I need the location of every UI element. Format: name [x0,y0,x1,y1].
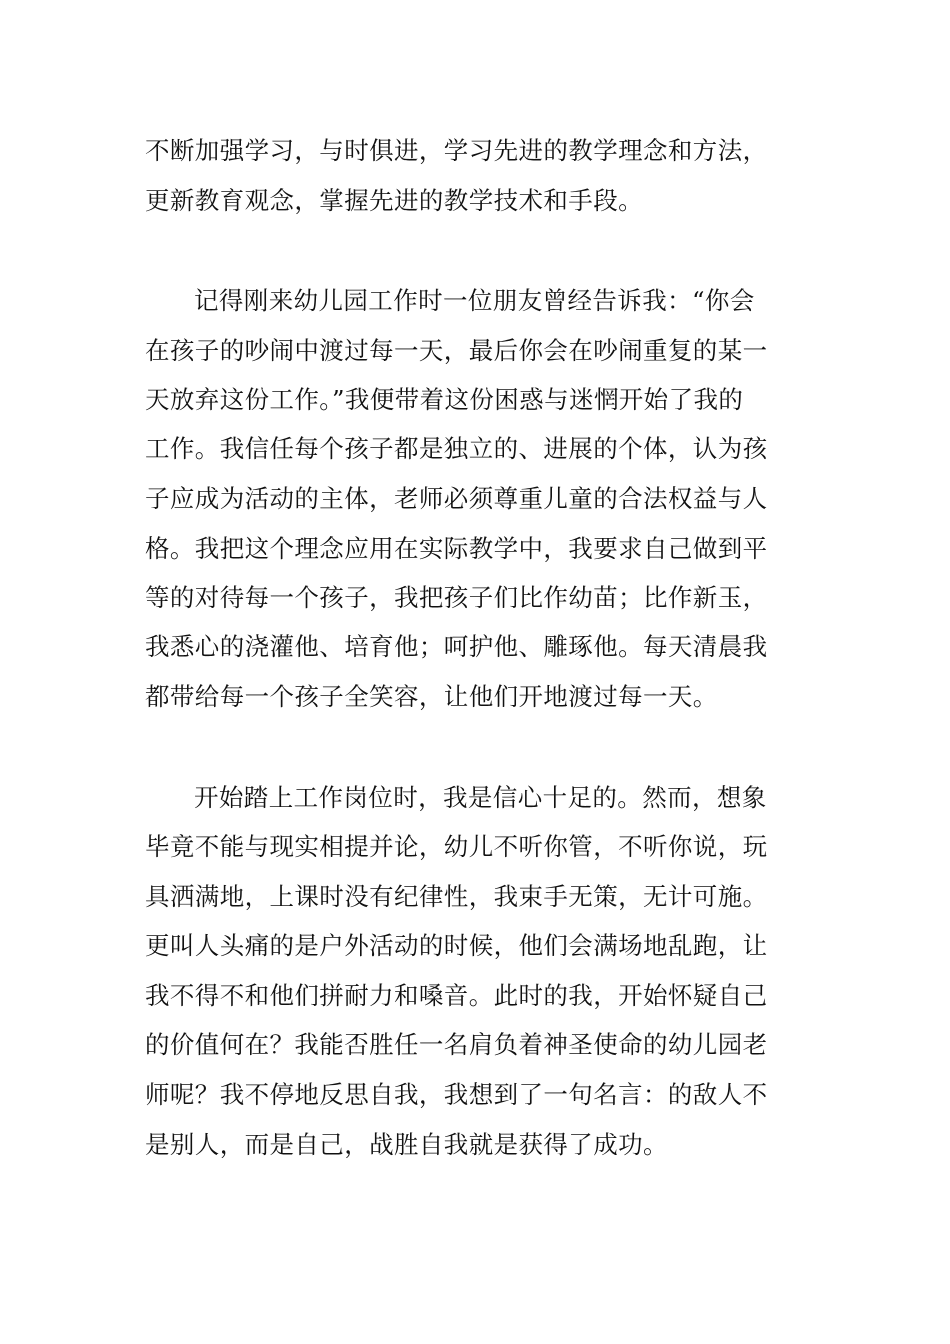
paragraph-2-line-1: 记得刚来幼儿园工作时一位朋友曾经告诉我：“你会 [194,286,755,315]
paragraph-3-line-8: 是别人，而是自己，战胜自我就是获得了成功。 [145,1130,668,1159]
paragraph-3-line-5: 我不得不和他们拼耐力和嗓音。此时的我，开始怀疑自己 [145,981,768,1010]
paragraph-3-line-3: 具洒满地，上课时没有纪律性，我束手无策，无计可施。 [145,882,768,911]
paragraph-2-line-2: 在孩子的吵闹中渡过每一天，最后你会在吵闹重复的某一 [145,336,768,365]
paragraph-2-line-4: 工作。我信任每个孩子都是独立的、进展的个体，认为孩 [145,434,768,463]
paragraph-2-line-9: 都带给每一个孩子全笑容，让他们开地渡过每一天。 [145,682,718,711]
paragraph-2-line-6: 格。我把这个理念应用在实际教学中，我要求自己做到平 [145,534,768,563]
paragraph-3-line-1: 开始踏上工作岗位时，我是信心十足的。然而，想象 [194,783,767,812]
paragraph-3-line-6: 的价值何在？我能否胜任一名肩负着神圣使命的幼儿园老 [145,1030,768,1059]
paragraph-2-line-5: 子应成为活动的主体，老师必须尊重儿童的合法权益与人 [145,484,768,513]
paragraph-1-line-2: 更新教育观念，掌握先进的教学技术和手段。 [145,186,643,215]
paragraph-3-line-2: 毕竟不能与现实相提并论，幼儿不听你管，不听你说，玩 [145,832,768,861]
paragraph-2-line-7: 等的对待每一个孩子，我把孩子们比作幼苗；比作新玉， [145,583,768,612]
paragraph-1-line-1: 不断加强学习，与时俱进，学习先进的教学理念和方法， [145,136,768,165]
paragraph-2-line-3: 天放弃这份工作。”我便带着这份困惑与迷惘开始了我的 [145,385,744,414]
paragraph-3-line-4: 更叫人头痛的是户外活动的时候，他们会满场地乱跑，让 [145,931,768,960]
paragraph-3-line-7: 师呢？我不停地反思自我，我想到了一句名言：的敌人不 [145,1080,768,1109]
paragraph-2-line-8: 我悉心的浇灌他、培育他；呵护他、雕琢他。每天清晨我 [145,632,768,661]
